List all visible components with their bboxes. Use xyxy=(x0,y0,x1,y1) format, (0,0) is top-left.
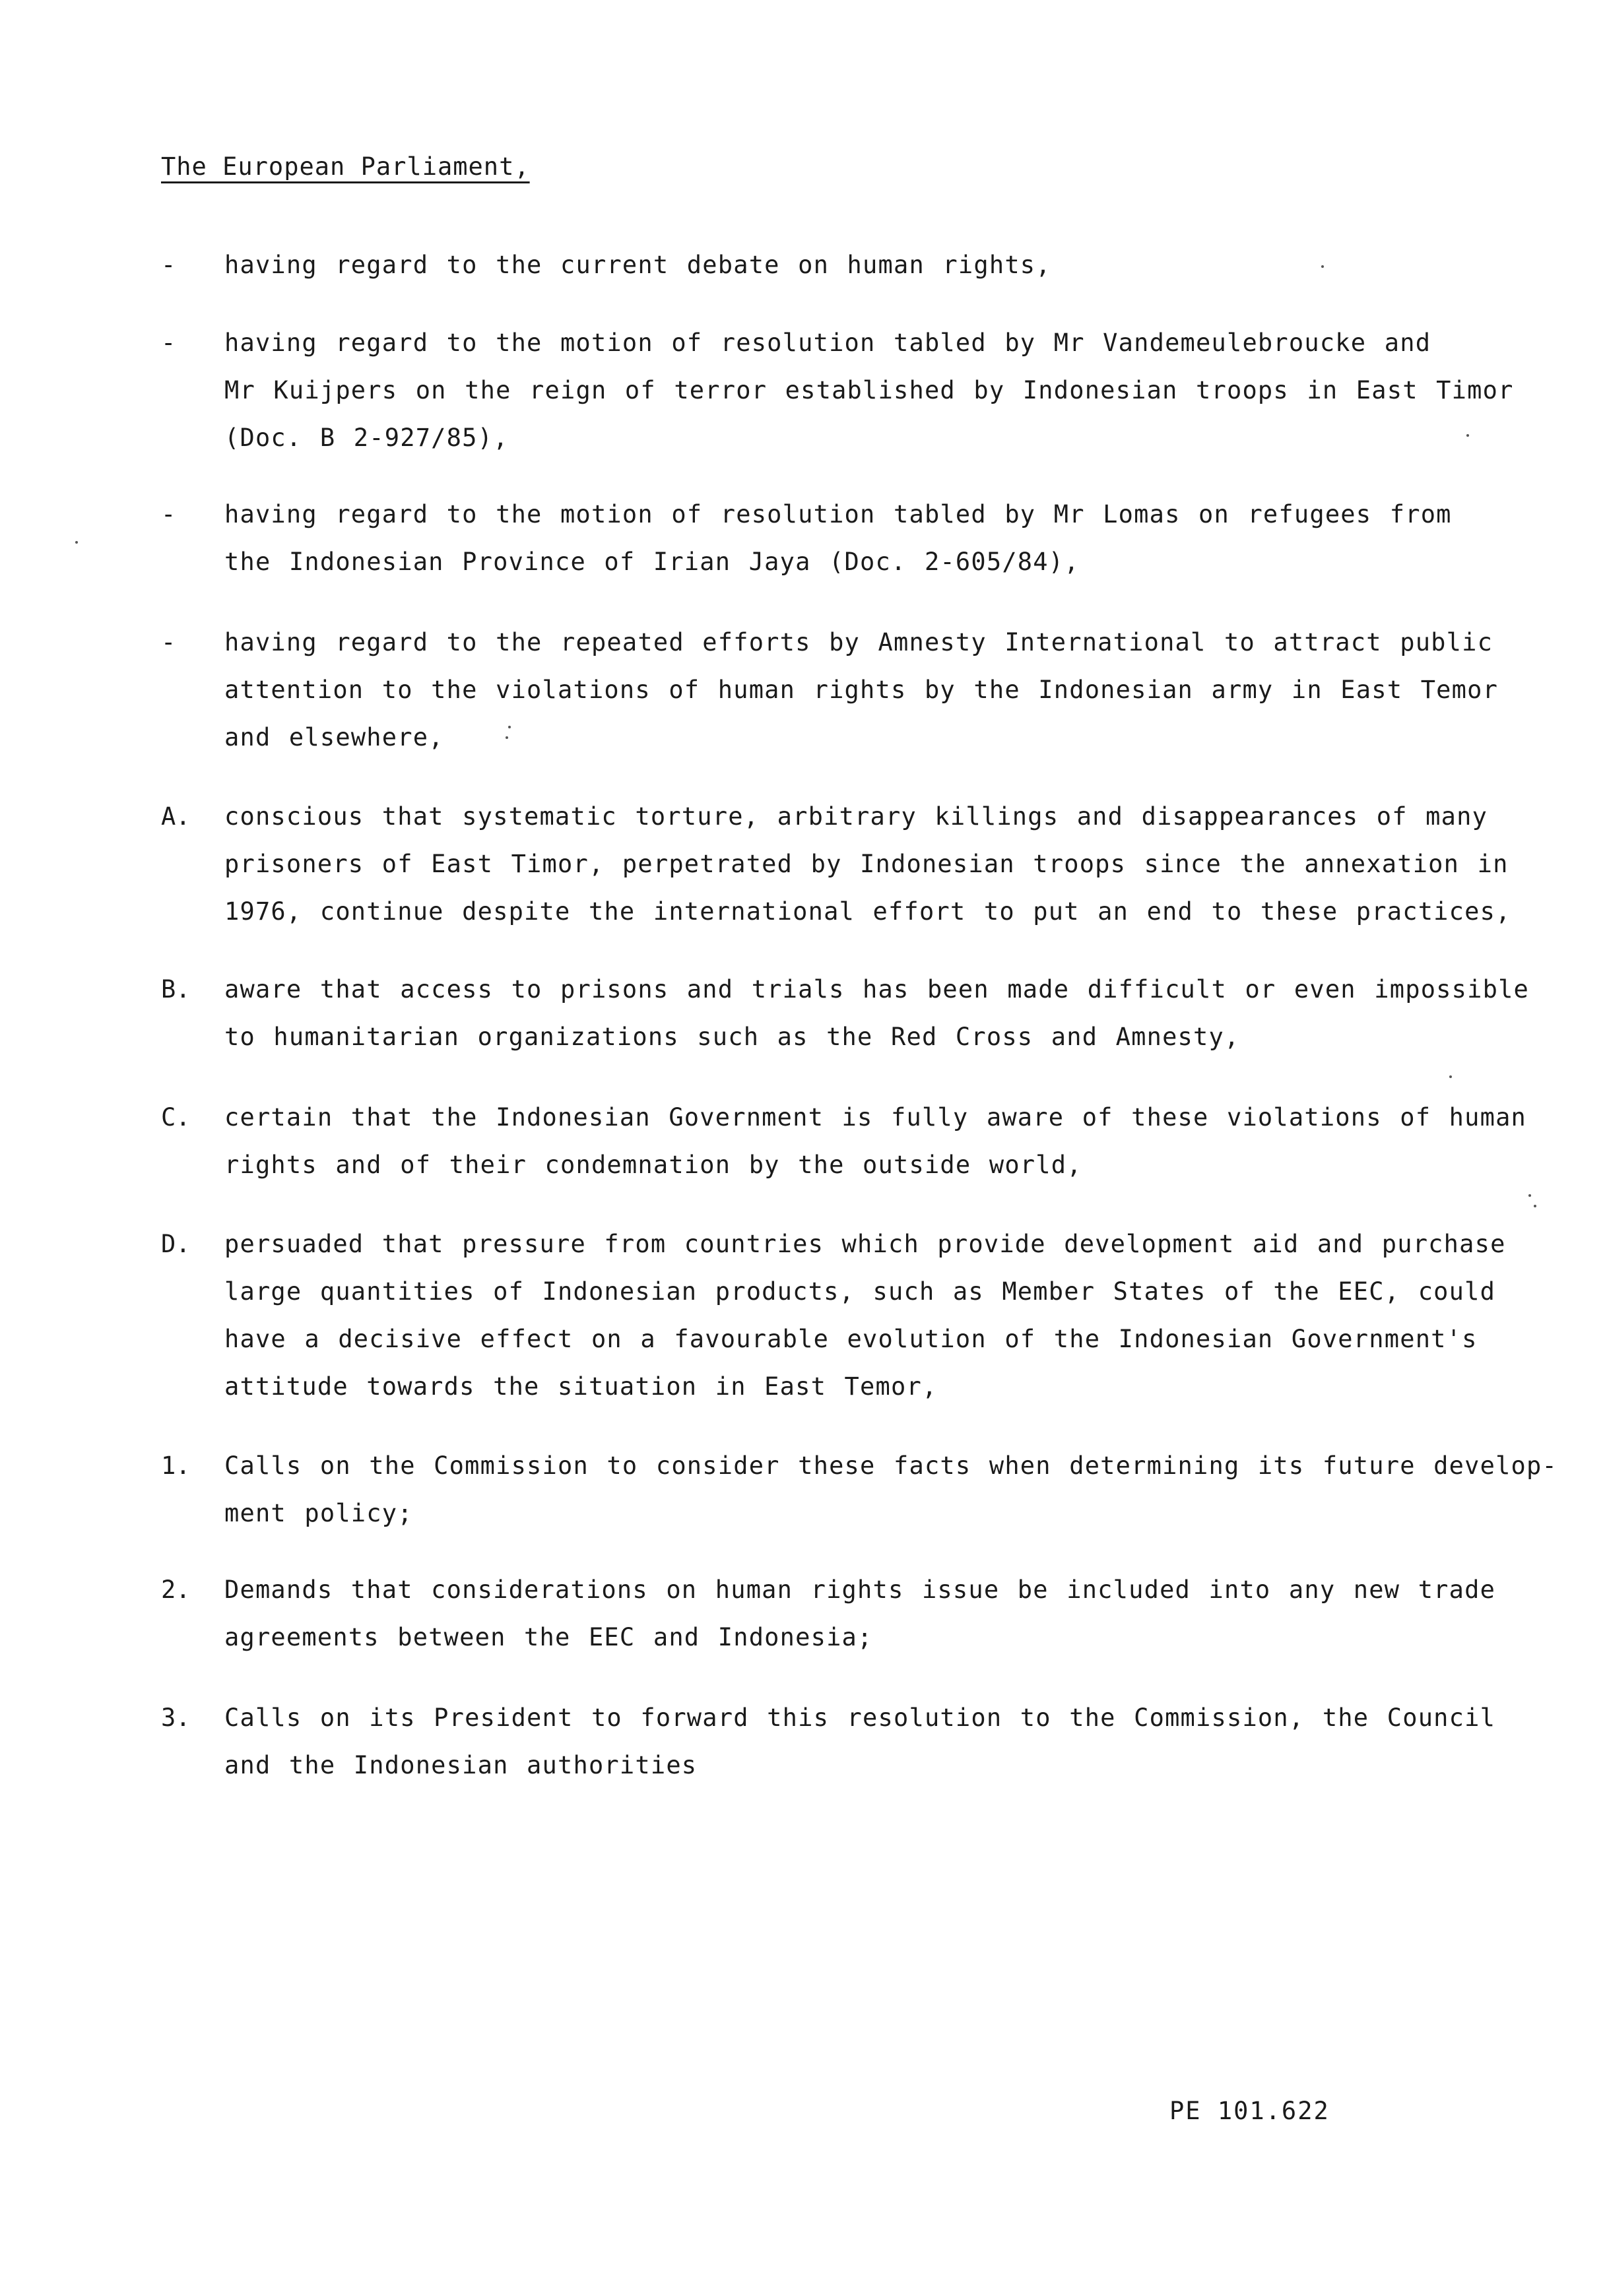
text-line: 1976, continue despite the international effort to put an end to these practices, xyxy=(224,897,1511,926)
clause-text xyxy=(224,1566,1577,1661)
text-line: having regard to the repeated efforts by Amnesty International to attract public xyxy=(224,628,1493,656)
scan-speck xyxy=(1321,265,1324,268)
text-line: ment policy; xyxy=(224,1499,413,1527)
recital-text xyxy=(224,241,1577,289)
text-line: large quantities of Indonesian products, such as Member States of the EEC, could xyxy=(224,1277,1496,1306)
text-line: agreements between the EEC and Indonesia; xyxy=(224,1623,873,1651)
recital-marker: - xyxy=(161,251,176,279)
scan-speck xyxy=(506,736,508,739)
recital-marker: - xyxy=(161,500,176,528)
scan-speck xyxy=(508,726,511,728)
consideration-marker: D. xyxy=(161,1230,191,1258)
text-line: rights and of their condemnation by the outside world, xyxy=(224,1151,1082,1179)
clause-marker: 1. xyxy=(161,1451,191,1480)
consideration-marker: A. xyxy=(161,802,191,831)
recital-marker: - xyxy=(161,628,176,656)
clause-text xyxy=(224,1694,1577,1789)
recital-text xyxy=(224,319,1577,462)
scan-speck xyxy=(1534,1205,1536,1207)
text-line: and elsewhere, xyxy=(224,723,444,751)
clause-marker: 2. xyxy=(161,1576,191,1604)
text-line: Mr Kuijpers on the reign of terror established by Indonesian troops in East Timor xyxy=(224,376,1514,404)
document-reference: PE 101.622 xyxy=(1169,2097,1330,2125)
text-line: persuaded that pressure from countries which provide development aid and purchase xyxy=(224,1230,1506,1258)
text-line: certain that the Indonesian Government is fully aware of these violations of human xyxy=(224,1103,1527,1132)
text-line: conscious that systematic torture, arbitrary killings and disappearances of many xyxy=(224,802,1488,831)
text-line: Calls on its President to forward this resolution to the Commission, the Council xyxy=(224,1704,1496,1732)
text-line: aware that access to prisons and trials has been made difficult or even impossible xyxy=(224,975,1530,1004)
text-line: attitude towards the situation in East Temor, xyxy=(224,1372,938,1401)
resolution-heading: The European Parliament, xyxy=(161,152,530,181)
text-line: Demands that considerations on human rights issue be included into any new trade xyxy=(224,1576,1496,1604)
recital-text xyxy=(224,491,1577,586)
consideration-marker: C. xyxy=(161,1103,191,1132)
consideration-text xyxy=(224,793,1577,936)
text-line: the Indonesian Province of Irian Jaya (Doc. 2-605/84), xyxy=(224,548,1080,576)
recital-text xyxy=(224,619,1577,761)
text-line: Calls on the Commission to consider these facts when determining its future develop- xyxy=(224,1451,1557,1480)
text-line: prisoners of East Timor, perpetrated by Indonesian troops since the annexation in xyxy=(224,850,1509,878)
clause-marker: 3. xyxy=(161,1704,191,1732)
text-line: having regard to the motion of resolution tabled by Mr Lomas on refugees from xyxy=(224,500,1452,528)
consideration-text xyxy=(224,1094,1577,1189)
consideration-text xyxy=(224,966,1577,1061)
scan-speck xyxy=(75,541,78,544)
text-line: having regard to the current debate on human rights, xyxy=(224,251,1051,279)
consideration-text xyxy=(224,1221,1577,1411)
text-line: having regard to the motion of resolution tabled by Mr Vandemeulebroucke and xyxy=(224,329,1431,357)
scan-speck xyxy=(1449,1075,1452,1078)
scan-speck xyxy=(1528,1194,1531,1197)
text-line: attention to the violations of human rights by the Indonesian army in East Temor xyxy=(224,676,1499,704)
scan-speck xyxy=(1466,434,1469,437)
text-line: (Doc. B 2-927/85), xyxy=(224,424,509,452)
recital-marker: - xyxy=(161,329,176,357)
text-line: to humanitarian organizations such as the Red Cross and Amnesty, xyxy=(224,1023,1240,1051)
consideration-marker: B. xyxy=(161,975,191,1004)
text-line: and the Indonesian authorities xyxy=(224,1751,698,1779)
text-line: have a decisive effect on a favourable evolution of the Indonesian Government's xyxy=(224,1325,1478,1353)
clause-text xyxy=(224,1442,1577,1537)
